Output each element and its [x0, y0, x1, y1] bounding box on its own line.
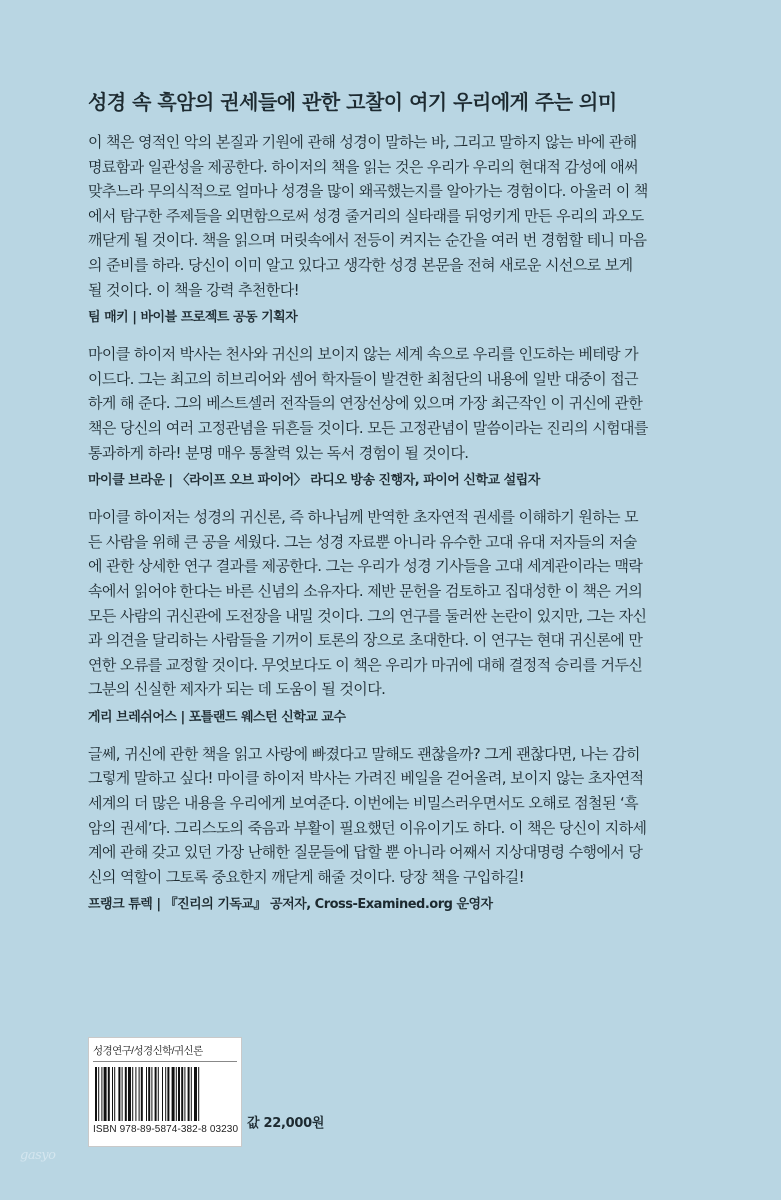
review-line: 깨닫게 될 것이다. 책을 읽으며 머릿속에서 전등이 켜지는 순간을 여러 번 경험할 테니 마음	[88, 231, 647, 250]
review-author: 게리 브레쉬어스 | 포틀랜드 웨스턴 신학교 교수	[88, 709, 346, 725]
headline: 성경 속 흑암의 권세들에 관한 고찰이 여기 우리에게 주는 의미	[88, 90, 617, 114]
review-line: 에서 탐구한 주제들을 외면함으로써 성경 줄거리의 실타래를 뒤엉키게 만든 우리의 과오도	[88, 206, 644, 225]
review-line: 연한 오류를 교정할 것이다. 무엇보다도 이 책은 우리가 마귀에 대해 결정적 승리를 거두신	[88, 655, 643, 674]
review-line: 마이클 하이저는 성경의 귀신론, 즉 하나님께 반역한 초자연적 권세를 이해하기 원하는 모	[88, 508, 639, 527]
review-line: 될 것이다. 이 책을 강력 추천한다!	[88, 280, 299, 299]
review-text	[88, 342, 698, 465]
review-line: 맞추느라 무의식적으로 얼마나 성경을 많이 왜곡했는지를 알아가는 경험이다. 아울러 이 책	[88, 182, 648, 201]
review-line: 세계의 더 많은 내용을 우리에게 보여준다. 이번에는 비밀스러우면서도 오해로 점철된 ‘흑	[88, 794, 639, 813]
review-line: 과 의견을 달리하는 사람들을 기꺼이 토론의 장으로 초대한다. 이 연구는 현대 귀신론에 만	[88, 631, 643, 650]
review-text	[88, 505, 698, 702]
review-block	[88, 130, 698, 328]
review-block	[88, 342, 698, 491]
review-line: 하게 해 준다. 그의 베스트셀러 전작들의 연장선상에 있으며 가장 최근작인 이 귀신에 관한	[88, 394, 643, 413]
review-line: 암의 권세’다. 그리스도의 죽음과 부활이 필요했던 이유이기도 하다. 이 책은 당신이 지하세	[88, 818, 647, 837]
review-line: 계에 관해 갖고 있던 가장 난해한 질문들에 답할 뿐 아니라 어째서 지상대명령 수행에서 당	[88, 843, 643, 862]
review-line: 모든 사람의 귀신관에 도전장을 내밀 것이다. 그의 연구를 둘러싼 논란이 있지만, 그는 자신	[88, 606, 647, 625]
review-line: 명료함과 일관성을 제공한다. 하이저의 책을 읽는 것은 우리가 우리의 현대적 감성에 애써	[88, 157, 639, 176]
review-line: 그렇게 말하고 싶다! 마이클 하이저 박사는 가려진 베일을 걷어올려, 보이지 않는 초자연적	[88, 769, 644, 788]
review-block	[88, 742, 698, 916]
price: 값 22,000원	[247, 1116, 325, 1131]
review-author: 프랭크 튜렉 | 『진리의 기독교』 공저자, Cross-Examined.org 운영자	[88, 897, 493, 913]
review-line: 이 책은 영적인 악의 본질과 기원에 관해 성경이 말하는 바, 그리고 말하지 않는 바에 관해	[88, 133, 637, 151]
barcode-box	[88, 1037, 242, 1147]
review-line: 그분의 신실한 제자가 되는 데 도움이 될 것이다.	[88, 680, 386, 699]
review-line: 의 준비를 하라. 당신이 이미 알고 있다고 생각한 성경 본문을 전혀 새로운 시선으로 보게	[88, 255, 633, 274]
review-text	[88, 130, 698, 302]
cover-content	[88, 88, 698, 929]
review-line: 속에서 읽어야 한다는 바른 신념의 소유자다. 제반 문헌을 검토하고 집대성한 이 책은 거의	[88, 581, 643, 600]
review-author: 팀 매키 | 바이블 프로젝트 공동 기획자	[88, 310, 298, 326]
review-line: 에 관한 상세한 연구 결과를 제공한다. 그는 우리가 성경 기사들을 고대 세계관이라는 맥락	[88, 557, 643, 576]
barcode-divider	[93, 1061, 237, 1062]
publisher-logo: gasyo	[20, 1148, 56, 1163]
reviews-list	[88, 130, 698, 915]
review-line: 이드다. 그는 최고의 히브리어와 셈어 학자들이 발견한 최첨단의 내용에 일반 대중이 접근	[88, 369, 639, 388]
review-line: 든 사람을 위해 큰 공을 세웠다. 그는 성경 자료뿐 아니라 유수한 고대 유대 저자들의 저술	[88, 532, 637, 551]
review-line: 통과하게 하라! 분명 매우 통찰력 있는 독서 경험이 될 것이다.	[88, 443, 469, 462]
barcode-category: 성경연구/성경신학/귀신론	[93, 1045, 203, 1057]
review-author: 마이클 브라운 | 〈라이프 오브 파이어〉 라디오 방송 진행자, 파이어 신학교 설립자	[88, 473, 540, 489]
review-line: 신의 역할이 그토록 중요한지 깨닫게 해줄 것이다. 당장 책을 구입하길!	[88, 867, 525, 886]
review-text	[88, 742, 698, 890]
review-line: 마이클 하이저 박사는 천사와 귀신의 보이지 않는 세계 속으로 우리를 인도하는 베테랑 가	[88, 345, 639, 364]
barcode-isbn: ISBN 978-89-5874-382-8 03230	[93, 1124, 239, 1135]
review-line: 글쎄, 귀신에 관한 책을 읽고 사랑에 빠졌다고 말해도 괜찮을까? 그게 괜찮다면, 나는 감히	[88, 744, 640, 763]
review-block	[88, 505, 698, 728]
review-line: 책은 당신의 여러 고정관념을 뒤흔들 것이다. 모든 고정관념이 말씀이라는 진리의 시험대를	[88, 418, 648, 437]
barcode-bars	[95, 1067, 235, 1121]
